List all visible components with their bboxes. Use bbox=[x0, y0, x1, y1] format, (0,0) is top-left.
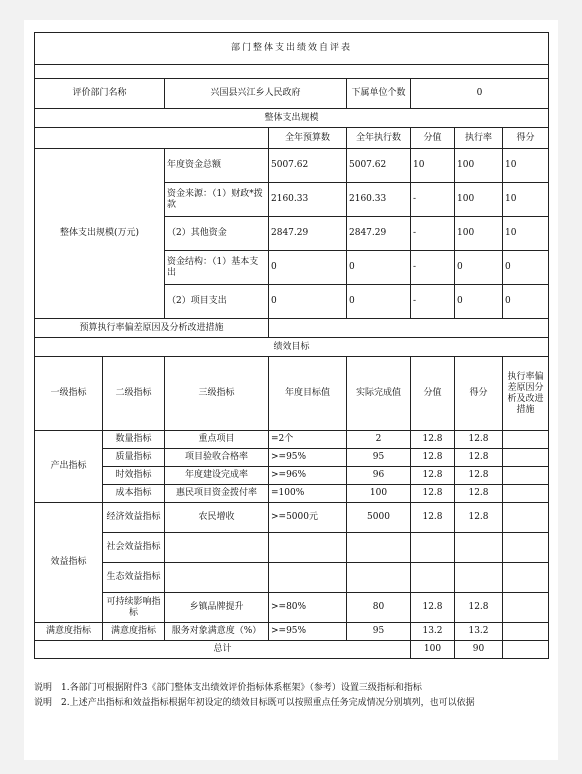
scale-section-title: 整体支出规模 bbox=[35, 109, 549, 128]
scale-score: 10 bbox=[503, 217, 549, 251]
note-line: 说明 1.各部门可根据附件3《部门整体支出绩效评价指标体系框架》（参考）设置三级指标和指标 bbox=[34, 683, 422, 693]
perf-header-level2: 二级指标 bbox=[103, 357, 165, 431]
perf-row bbox=[35, 563, 549, 593]
scale-header-row bbox=[35, 128, 549, 149]
perf-header-level1: 一级指标 bbox=[35, 357, 103, 431]
scale-score-value: - bbox=[411, 217, 455, 251]
perf-level2: 质量指标 bbox=[103, 449, 165, 467]
perf-row bbox=[35, 431, 549, 449]
perf-header-target: 年度目标值 bbox=[269, 357, 347, 431]
perf-target: =2个 bbox=[269, 431, 347, 449]
perf-level2: 满意度指标 bbox=[103, 623, 165, 641]
group-benefit: 效益指标 bbox=[35, 503, 103, 623]
scale-side-label: 整体支出规模(万元) bbox=[35, 149, 165, 319]
deviation-value bbox=[269, 319, 549, 338]
header-rate: 执行率 bbox=[455, 128, 503, 149]
perf-header-deviation: 执行率偏差原因分析及改进措施 bbox=[503, 357, 549, 431]
perf-target: >=95% bbox=[269, 449, 347, 467]
perf-score-value: 12.8 bbox=[411, 593, 455, 623]
perf-actual: 95 bbox=[347, 449, 411, 467]
scale-rate: 100 bbox=[455, 149, 503, 183]
perf-section-title: 绩效目标 bbox=[35, 338, 549, 357]
scale-actual: 2160.33 bbox=[347, 183, 411, 217]
total-label: 总计 bbox=[35, 641, 411, 659]
perf-target bbox=[269, 563, 347, 593]
perf-score-value bbox=[411, 563, 455, 593]
perf-score: 12.8 bbox=[455, 431, 503, 449]
perf-score: 12.8 bbox=[455, 503, 503, 533]
perf-score bbox=[455, 563, 503, 593]
scale-header-blank bbox=[35, 128, 269, 149]
perf-score: 12.8 bbox=[455, 467, 503, 485]
perf-row bbox=[35, 467, 549, 485]
perf-row bbox=[35, 449, 549, 467]
total-deviation bbox=[503, 641, 549, 659]
scale-score-value: - bbox=[411, 251, 455, 285]
self-evaluation-table bbox=[34, 32, 549, 659]
perf-target: >=5000元 bbox=[269, 503, 347, 533]
perf-row bbox=[35, 533, 549, 563]
document-page bbox=[24, 20, 558, 760]
perf-target bbox=[269, 533, 347, 563]
scale-score: 0 bbox=[503, 285, 549, 319]
scale-row-label: （2）项目支出 bbox=[165, 285, 269, 319]
perf-actual bbox=[347, 533, 411, 563]
perf-score-value: 13.2 bbox=[411, 623, 455, 641]
scale-actual: 2847.29 bbox=[347, 217, 411, 251]
perf-level2: 社会效益指标 bbox=[103, 533, 165, 563]
total-score: 90 bbox=[455, 641, 503, 659]
perf-target: >=96% bbox=[269, 467, 347, 485]
perf-level3: 乡镇品牌提升 bbox=[165, 593, 269, 623]
perf-actual: 100 bbox=[347, 485, 411, 503]
deviation-row bbox=[35, 319, 549, 338]
perf-score-value bbox=[411, 533, 455, 563]
perf-level3 bbox=[165, 563, 269, 593]
perf-target: =100% bbox=[269, 485, 347, 503]
perf-level3: 年度建设完成率 bbox=[165, 467, 269, 485]
perf-level3: 农民增收 bbox=[165, 503, 269, 533]
perf-score-value: 12.8 bbox=[411, 467, 455, 485]
perf-row bbox=[35, 503, 549, 533]
perf-deviation bbox=[503, 503, 549, 533]
scale-score-value: - bbox=[411, 285, 455, 319]
perf-deviation bbox=[503, 563, 549, 593]
total-row bbox=[35, 641, 549, 659]
scale-budget: 2160.33 bbox=[269, 183, 347, 217]
scale-row bbox=[35, 149, 549, 183]
perf-score: 12.8 bbox=[455, 593, 503, 623]
header-actual: 全年执行数 bbox=[347, 128, 411, 149]
perf-score-value: 12.8 bbox=[411, 485, 455, 503]
perf-score-value: 12.8 bbox=[411, 503, 455, 533]
perf-level2: 成本指标 bbox=[103, 485, 165, 503]
scale-actual: 0 bbox=[347, 285, 411, 319]
scale-budget: 0 bbox=[269, 285, 347, 319]
dept-label: 评价部门名称 bbox=[35, 79, 165, 109]
perf-deviation bbox=[503, 533, 549, 563]
perf-header-row bbox=[35, 357, 549, 431]
perf-deviation bbox=[503, 431, 549, 449]
perf-header-actual: 实际完成值 bbox=[347, 357, 411, 431]
perf-target: >=95% bbox=[269, 623, 347, 641]
perf-level3: 服务对象满意度（%） bbox=[165, 623, 269, 641]
scale-row-label: 年度资金总额 bbox=[165, 149, 269, 183]
perf-score: 12.8 bbox=[455, 449, 503, 467]
perf-level2: 经济效益指标 bbox=[103, 503, 165, 533]
perf-row bbox=[35, 623, 549, 641]
header-score: 得分 bbox=[503, 128, 549, 149]
perf-actual: 2 bbox=[347, 431, 411, 449]
header-budget: 全年预算数 bbox=[269, 128, 347, 149]
perf-row bbox=[35, 485, 549, 503]
total-score-value: 100 bbox=[411, 641, 455, 659]
scale-actual: 0 bbox=[347, 251, 411, 285]
perf-level2: 可持续影响指标 bbox=[103, 593, 165, 623]
note-line: 说明 2.上述产出指标和效益指标根据年初设定的绩效目标既可以按照重点任务完成情况分别填列，也可以依据 bbox=[34, 698, 475, 708]
perf-level3: 项目验收合格率 bbox=[165, 449, 269, 467]
dept-name: 兴国县兴江乡人民政府 bbox=[165, 79, 347, 109]
perf-actual bbox=[347, 563, 411, 593]
scale-score-value: - bbox=[411, 183, 455, 217]
scale-score: 0 bbox=[503, 251, 549, 285]
perf-level2: 数量指标 bbox=[103, 431, 165, 449]
perf-level3 bbox=[165, 533, 269, 563]
sub-units-value: 0 bbox=[411, 79, 549, 109]
header-score-value: 分值 bbox=[411, 128, 455, 149]
spacer-row bbox=[35, 65, 549, 79]
perf-level2: 时效指标 bbox=[103, 467, 165, 485]
perf-header-level3: 三级指标 bbox=[165, 357, 269, 431]
perf-level2: 生态效益指标 bbox=[103, 563, 165, 593]
perf-score bbox=[455, 533, 503, 563]
scale-row-label: （2）其他资金 bbox=[165, 217, 269, 251]
scale-budget: 5007.62 bbox=[269, 149, 347, 183]
perf-score: 13.2 bbox=[455, 623, 503, 641]
perf-header-score: 得分 bbox=[455, 357, 503, 431]
perf-actual: 80 bbox=[347, 593, 411, 623]
scale-rate: 100 bbox=[455, 183, 503, 217]
perf-score-value: 12.8 bbox=[411, 449, 455, 467]
perf-level3: 惠民项目资金拨付率 bbox=[165, 485, 269, 503]
perf-target: >=80% bbox=[269, 593, 347, 623]
scale-row-label: 资金来源：（1）财政*拨款 bbox=[165, 183, 269, 217]
sub-units-label: 下属单位个数 bbox=[347, 79, 411, 109]
perf-deviation bbox=[503, 485, 549, 503]
scale-score: 10 bbox=[503, 183, 549, 217]
perf-level3: 重点项目 bbox=[165, 431, 269, 449]
perf-deviation bbox=[503, 623, 549, 641]
form-title: 部门整体支出绩效自评表 bbox=[35, 33, 549, 65]
perf-actual: 5000 bbox=[347, 503, 411, 533]
perf-header-score-value: 分值 bbox=[411, 357, 455, 431]
perf-deviation bbox=[503, 449, 549, 467]
scale-row-label: 资金结构：（1）基本支出 bbox=[165, 251, 269, 285]
deviation-label: 预算执行率偏差原因及分析改进措施 bbox=[35, 319, 269, 338]
scale-score-value: 10 bbox=[411, 149, 455, 183]
dept-row bbox=[35, 79, 549, 109]
perf-actual: 96 bbox=[347, 467, 411, 485]
scale-rate: 0 bbox=[455, 285, 503, 319]
perf-deviation bbox=[503, 467, 549, 485]
scale-actual: 5007.62 bbox=[347, 149, 411, 183]
perf-score-value: 12.8 bbox=[411, 431, 455, 449]
perf-deviation bbox=[503, 593, 549, 623]
perf-score: 12.8 bbox=[455, 485, 503, 503]
scale-score: 10 bbox=[503, 149, 549, 183]
group-satisfaction: 满意度指标 bbox=[35, 623, 103, 641]
scale-rate: 100 bbox=[455, 217, 503, 251]
perf-row bbox=[35, 593, 549, 623]
scale-budget: 0 bbox=[269, 251, 347, 285]
scale-rate: 0 bbox=[455, 251, 503, 285]
perf-actual: 95 bbox=[347, 623, 411, 641]
group-output: 产出指标 bbox=[35, 431, 103, 503]
scale-budget: 2847.29 bbox=[269, 217, 347, 251]
notes-block bbox=[34, 681, 554, 711]
